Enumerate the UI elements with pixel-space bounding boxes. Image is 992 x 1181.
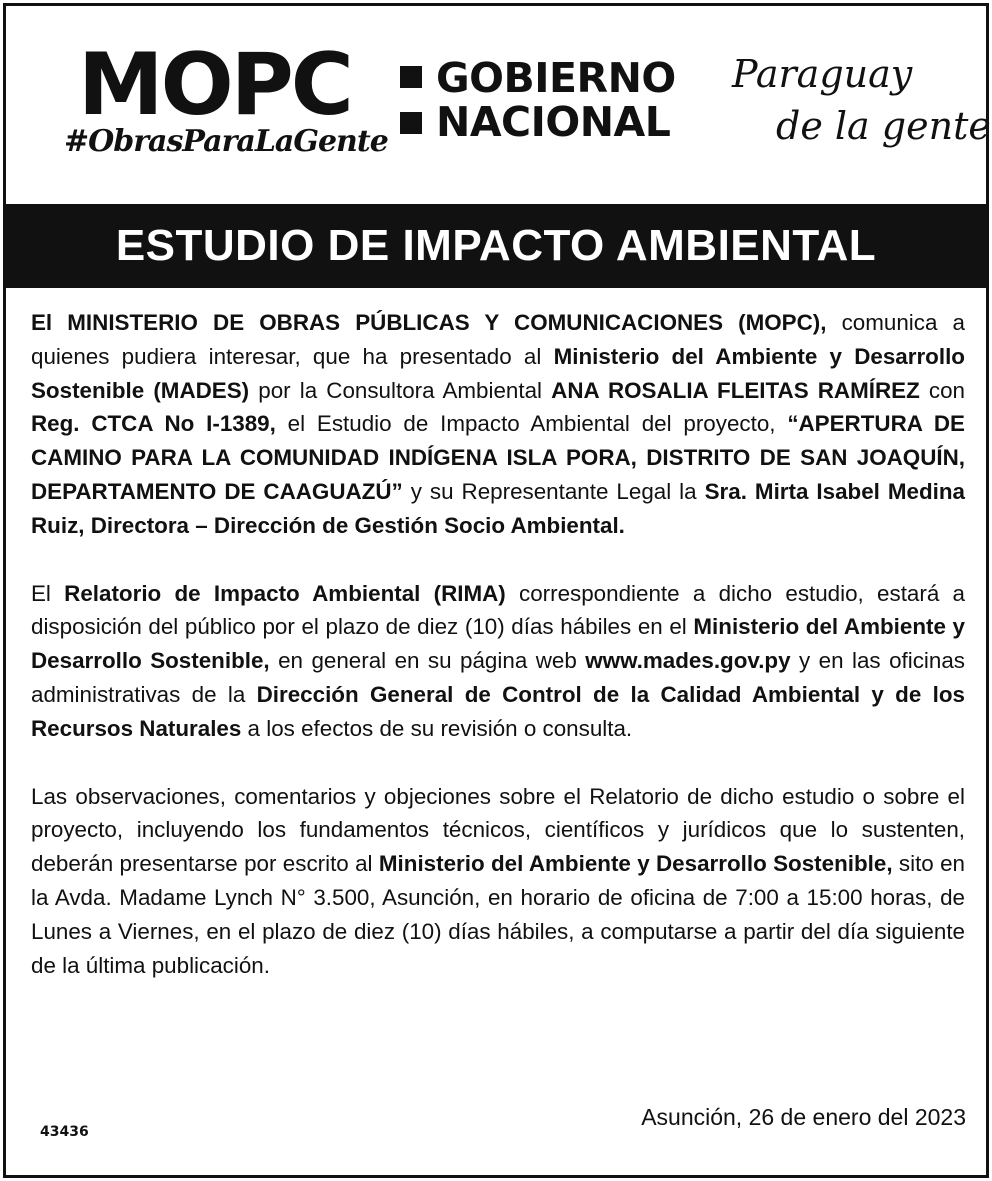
gobierno-line1: GOBIERNO xyxy=(436,54,676,102)
gobierno-square-icon xyxy=(400,66,422,88)
text-segment: correspondiente a dicho estudio, estará a disposición del público por el plazo de diez (10) días hábiles en el xyxy=(31,580,965,640)
project-title: “APERTURA DE CAMINO PARA LA COMUNIDAD INDÍGENA ISLA PORA, DISTRITO DE SAN JOAQUÍN, DEPARTAMENTO DE CAAGUAZÚ” xyxy=(31,411,965,504)
notice-body xyxy=(31,306,965,1016)
text-segment: comunica a quienes pudiera interesar, que ha presentado al xyxy=(31,310,965,369)
mades-name: Ministerio del Ambiente y Desarrollo Sostenible, xyxy=(31,614,965,674)
website-url: www.mades.gov.py xyxy=(585,648,791,674)
paraguay-de-la-gente-logo xyxy=(732,52,991,164)
mopc-logo xyxy=(64,35,388,172)
text-segment: Las observaciones, comentarios y objeciones sobre el Relatorio de dicho estudio o sobre el proyecto, incluyendo los fundamentos técnicos, científicos y jurídicos que lo sustenten, deberán presentarse por escrito al xyxy=(31,783,965,877)
consultant-name: ANA ROSALIA FLEITAS RAMÍREZ xyxy=(551,377,920,403)
legal-representative: Sra. Mirta Isabel Medina Ruiz, Directora – Dirección de Gestión Socio Ambiental. xyxy=(31,478,965,538)
gobierno-line2: NACIONAL xyxy=(436,98,671,146)
mades-name: Ministerio del Ambiente y Desarrollo Sostenible, xyxy=(378,851,893,877)
mades-name: Ministerio del Ambiente y Desarrollo Sostenible (MADES) xyxy=(31,343,965,403)
title-banner xyxy=(6,204,986,288)
paragraph-rima xyxy=(31,577,965,746)
reference-number: 43436 xyxy=(40,1124,89,1140)
date-line: Asunción, 26 de enero del 2023 xyxy=(641,1104,966,1130)
rima-name: Relatorio de Impacto Ambiental (RIMA) xyxy=(64,580,506,606)
paraguay-line1: Paraguay xyxy=(732,52,913,96)
text-segment: a los efectos de su revisión o consulta. xyxy=(241,715,633,741)
text-segment: y su Representante Legal la xyxy=(402,478,705,504)
notice-frame xyxy=(3,3,989,1178)
gobierno-square-icon xyxy=(400,112,422,134)
paraguay-line2: de la gente xyxy=(776,104,991,148)
text-segment: en general en su página web xyxy=(269,648,586,674)
text-segment: y en las oficinas administrativas de la xyxy=(31,648,965,707)
text-segment: por la Consultora Ambiental xyxy=(249,377,552,403)
mopc-wordmark: MOPC xyxy=(78,35,351,135)
mopc-hashtag: #ObrasParaLaGente xyxy=(64,124,388,159)
text-segment: El xyxy=(31,580,65,606)
header-logos xyxy=(6,6,991,204)
ministry-name: El MINISTERIO DE OBRAS PÚBLICAS Y COMUNICACIONES (MOPC), xyxy=(31,310,827,335)
directorate-name: Dirección General de Control de la Calidad Ambiental y de los Recursos Naturales xyxy=(31,681,965,741)
text-segment: el Estudio de Impacto Ambiental del proyecto, xyxy=(275,411,788,437)
paragraph-observations xyxy=(31,780,965,983)
text-segment: con xyxy=(919,377,965,403)
text-segment: sito en la Avda. Madame Lynch N° 3.500, Asunción, en horario de oficina de 7:00 a 15:00 horas, de Lunes a Viernes, en el plazo de diez (10) días hábiles, a computarse a partir del día siguiente de la última publicación. xyxy=(31,851,965,978)
gobierno-nacional-logo xyxy=(400,54,690,148)
paragraph-presentation xyxy=(31,306,965,543)
page-title: ESTUDIO DE IMPACTO AMBIENTAL xyxy=(115,221,877,270)
registration-number: Reg. CTCA No I-1389, xyxy=(31,411,276,437)
